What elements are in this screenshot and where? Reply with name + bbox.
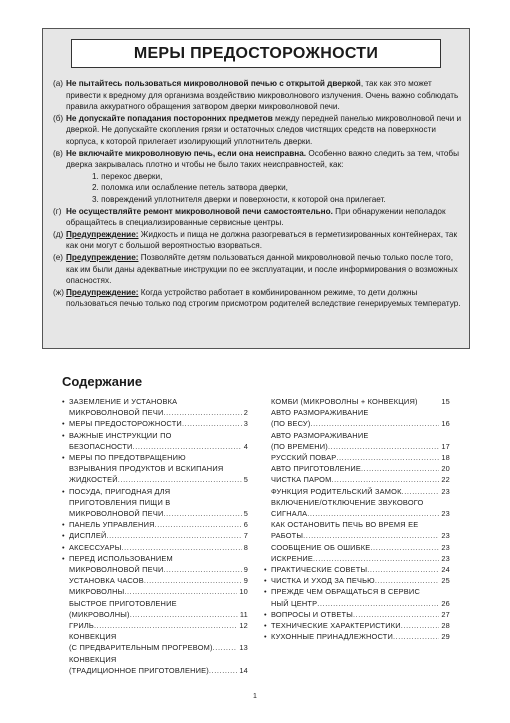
bullet-icon: • [62, 531, 65, 541]
toc-entry-title: МЕРЫ ПО ПРЕДОТВРАЩЕНИЮ [69, 453, 186, 463]
toc-page-number: 29 [441, 632, 450, 642]
toc-leader-dots [307, 508, 439, 519]
toc-entry-title: СИГНАЛА [271, 509, 308, 519]
toc-entry [264, 586, 450, 597]
toc-entry-title: АВТО ПРИГОТОВЛЕНИЕ [271, 464, 361, 474]
toc-leader-dots [361, 463, 439, 474]
bullet-icon: • [264, 576, 267, 586]
toc-entry-title: ПЕРЕД ИСПОЛЬЗОВАНИЕМ [69, 553, 173, 563]
toc-page-number: 27 [441, 609, 450, 619]
toc-leader-dots [209, 665, 237, 676]
toc-page-number: 20 [441, 464, 450, 474]
bullet-icon: • [62, 419, 65, 429]
toc-entry-title: (С ПРЕДВАРИТЕЛЬНЫМ ПРОГРЕВОМ) [69, 643, 213, 653]
toc-leader-dots [130, 609, 238, 620]
item-text: Когда устройство работает в комбинированном режиме, то дети должны пользоваться печью только под строгим присмотром родителей вследствие генерируемых температур. [66, 287, 461, 309]
toc-page-number: 23 [441, 531, 450, 541]
bullet-icon: • [62, 453, 65, 463]
item-tag: (а) [53, 79, 64, 88]
toc-leader-dots [163, 407, 241, 418]
toc-entry [264, 598, 450, 609]
precaution-item-v [53, 148, 463, 206]
toc-leader-dots [401, 620, 440, 631]
toc-page-number: 2 [243, 408, 248, 418]
toc-page-number: 14 [239, 665, 248, 675]
toc-leader-dots [393, 631, 439, 642]
precautions-title: МЕРЫ ПРЕДОСТОРОЖНОСТИ [71, 39, 441, 68]
toc-entry [264, 575, 450, 586]
bullet-icon: • [62, 486, 65, 496]
toc-page-number: 7 [243, 531, 248, 541]
bullet-icon: • [62, 520, 65, 530]
toc-entry [264, 418, 450, 429]
toc-leader-dots [303, 530, 439, 541]
item-text: , так как это может привести к вредному для организма воздействию микроволнового излучения. Очень важно соблюдать правила аккуратного обращения затвором дверки микроволновой печи. [66, 79, 459, 112]
toc-leader-dots [106, 530, 241, 541]
page-number: 1 [253, 693, 257, 700]
item-bold-text: Не пытайтесь пользоваться микроволновой печью с открытой дверкой [66, 79, 361, 88]
toc-entry [264, 564, 450, 575]
toc-entry-title: МЕРЫ ПРЕДОСТОРОЖНОСТИ [69, 419, 182, 429]
toc-entry [62, 598, 248, 609]
toc-entry-title: ТЕХНИЧЕСКИЕ ХАРАКТЕРИСТИКИ [271, 621, 401, 631]
item-text: Жидкость и пища не должна разогреваться в герметизированных контейнерах, так как они могут с большой вероятностью взорваться. [66, 229, 458, 251]
toc-page-number: 5 [243, 475, 248, 485]
toc-entry [62, 575, 248, 586]
toc-entry-title: (ТРАДИЦИОННОЕ ПРИГОТОВЛЕНИЕ) [69, 665, 209, 675]
toc-entry-title: ПАНЕЛЬ УПРАВЛЕНИЯ [69, 520, 155, 530]
toc-entry-title: КАК ОСТАНОВИТЬ ПЕЧЬ ВО ВРЕМЯ ЕЕ [271, 520, 419, 530]
precaution-item-zh [53, 287, 463, 310]
toc-entry-title: АКСЕССУАРЫ [69, 542, 122, 552]
toc-leader-dots [155, 519, 242, 530]
toc-entry-title: ГРИЛЬ [69, 621, 94, 631]
toc-entry-title: РАБОТЫ [271, 531, 304, 541]
toc-entry-title: КОНВЕКЦИЯ [69, 654, 117, 664]
toc-page-number: 5 [243, 509, 248, 519]
toc-page-number: 17 [441, 441, 450, 451]
toc-page-number: 26 [441, 598, 450, 608]
toc-entry [264, 474, 450, 485]
toc-entry-title: ЗАЗЕМЛЕНИЕ И УСТАНОВКА [69, 397, 178, 406]
toc-entry-title: КУХОННЫЕ ПРИНАДЛЕЖНОСТИ [271, 632, 393, 642]
contents-column-right [264, 396, 450, 642]
warning-label: Предупреждение: [66, 287, 139, 297]
toc-entry [62, 486, 248, 497]
toc-entry [264, 519, 450, 530]
toc-entry-title: МИКРОВОЛНОВОЙ ПЕЧИ [69, 408, 164, 418]
defect-list-item: 2. поломка или ослабление петель затвора дверки, [92, 183, 288, 193]
toc-entry-title: (ПО ВРЕМЕНИ) [271, 441, 328, 451]
item-text: При обнаружении неполадок обращайтесь в специализированные сервисные центры. [66, 206, 446, 228]
contents-column-left [62, 396, 248, 676]
precaution-item-g [53, 206, 463, 229]
toc-entry [264, 508, 450, 519]
toc-page-number: 12 [239, 621, 248, 631]
toc-entry [62, 530, 248, 541]
toc-page-number: 23 [441, 542, 450, 552]
toc-entry-title: МИКРОВОЛНЫ [69, 587, 125, 597]
item-tag: (б) [53, 113, 64, 123]
toc-leader-dots [313, 553, 439, 564]
toc-entry-title: ПОСУДА, ПРИГОДНАЯ ДЛЯ [69, 486, 171, 496]
toc-leader-dots [163, 508, 241, 519]
toc-entry-title: ВЗРЫВАНИЯ ПРОДУКТОВ И ВСКИПАНИЯ [69, 464, 224, 474]
toc-page-number: 16 [441, 419, 450, 429]
toc-leader-dots [213, 642, 238, 653]
toc-leader-dots [328, 441, 439, 452]
toc-leader-dots [124, 586, 237, 597]
bullet-icon: • [264, 587, 267, 597]
toc-entry-title: ИСКРЕНИЕ [271, 553, 313, 563]
toc-entry [264, 452, 450, 463]
toc-entry [62, 441, 248, 452]
toc-entry-title: ВОПРОСЫ И ОТВЕТЫ [271, 609, 353, 619]
item-text: Особенно важно следить за тем, чтобы дверка закрывалась плотно и чтобы не было таких неисправностей, как: [66, 148, 459, 170]
toc-entry [264, 609, 450, 620]
toc-entry [62, 564, 248, 575]
toc-page-number: 24 [441, 565, 450, 575]
toc-leader-dots [121, 542, 241, 553]
toc-page-number: 9 [243, 565, 248, 575]
toc-leader-dots [94, 620, 237, 631]
item-tag: (г) [53, 206, 62, 216]
toc-leader-dots [370, 542, 439, 553]
toc-entry-title: ДИСПЛЕЙ [69, 531, 107, 541]
toc-entry-title: КОМБИ (МИКРОВОЛНЫ + КОНВЕКЦИЯ) [271, 397, 418, 406]
item-text: Позволяйте детям пользоваться данной микроволновой печью только после того, как им были даны адекватные инструкции по ее эксплуатации, и после информирования о возможных опасностях. [66, 252, 458, 286]
toc-entry-title: (ПО ВЕСУ) [271, 419, 311, 429]
defect-list-item: 3. повреждений уплотнителя дверки и поверхности, к которой она прилегает. [92, 194, 386, 204]
toc-page-number: 11 [239, 609, 248, 619]
toc-entry [62, 665, 248, 676]
item-tag: (в) [53, 148, 63, 158]
toc-leader-dots [310, 418, 439, 429]
toc-entry [62, 553, 248, 564]
toc-entry-title: ФУНКЦИЯ РОДИТЕЛЬСКИЙ ЗАМОК [271, 486, 402, 496]
toc-page-number: 6 [243, 520, 248, 530]
item-tag: (е) [53, 252, 64, 262]
toc-entry [62, 586, 248, 597]
toc-page-number: 23 [441, 509, 450, 519]
toc-entry [62, 418, 248, 429]
toc-entry-title: РУССКИЙ ПОВАР [271, 453, 337, 463]
toc-entry-title: СООБЩЕНИЕ ОБ ОШИБКЕ [271, 542, 371, 552]
toc-leader-dots [331, 474, 439, 485]
item-tag: (ж) [53, 287, 64, 297]
toc-entry [264, 463, 450, 474]
toc-entry-title: БЕЗОПАСНОСТИ [69, 441, 133, 451]
toc-leader-dots [144, 575, 242, 586]
toc-entry-title: АВТО РАЗМОРАЖИВАНИЕ [271, 408, 369, 418]
toc-entry [264, 396, 450, 407]
item-bold-text: Не осуществляйте ремонт микроволновой печи самостоятельно. [66, 206, 333, 216]
toc-entry [62, 542, 248, 553]
precautions-list [53, 78, 463, 310]
precaution-item-a [53, 78, 463, 113]
bullet-icon: • [264, 632, 267, 642]
bullet-icon: • [62, 542, 65, 552]
toc-entry [264, 441, 450, 452]
toc-entry-title: ЖИДКОСТЕЙ [69, 475, 118, 485]
toc-leader-dots [133, 441, 242, 452]
toc-entry [264, 407, 450, 418]
toc-page-number: 28 [441, 621, 450, 631]
warning-label: Предупреждение: [66, 229, 139, 239]
item-bold-text: Не включайте микроволновую печь, если она неисправна. [66, 148, 307, 158]
precaution-item-b [53, 113, 463, 148]
toc-entry [264, 430, 450, 441]
toc-entry-title: КОНВЕКЦИЯ [69, 632, 117, 642]
item-text: между передней панелью микроволновой печи и дверкой. Не допускайте скопления грязи и остаточных следов чистящих средств на поверхности корпуса, к которой прилегает изолирующий уплотнитель дверки. [66, 113, 462, 146]
toc-leader-dots [118, 474, 242, 485]
toc-entry-title: УСТАНОВКА ЧАСОВ [69, 576, 144, 586]
toc-entry [264, 486, 450, 497]
toc-entry-title: БЫСТРОЕ ПРИГОТОВЛЕНИЕ [69, 598, 177, 608]
toc-entry [264, 497, 450, 508]
toc-entry-title: ПРАКТИЧЕСКИЕ СОВЕТЫ [271, 565, 368, 575]
toc-entry-title: (МИКРОВОЛНЫ) [69, 609, 130, 619]
toc-leader-dots [336, 452, 439, 463]
toc-leader-dots [353, 609, 439, 620]
toc-page-number: 4 [243, 441, 248, 451]
toc-leader-dots [182, 418, 242, 429]
toc-entry-title: ВАЖНЫЕ ИНСТРУКЦИИ ПО [69, 430, 172, 440]
toc-page-number: 8 [243, 542, 248, 552]
toc-leader-dots [367, 564, 439, 575]
toc-page-number: 10 [239, 587, 248, 597]
toc-leader-dots [163, 564, 241, 575]
toc-entry-title: ЧИСТКА ПАРОМ [271, 475, 332, 485]
bullet-icon: • [62, 397, 65, 406]
toc-entry [62, 497, 248, 508]
toc-page-number: 15 [441, 397, 450, 406]
toc-entry [62, 430, 248, 441]
toc-entry-title: ПРИГОТОВЛЕНИЯ ПИЩИ В [69, 497, 171, 507]
toc-leader-dots [402, 486, 440, 497]
toc-leader-dots [317, 598, 439, 609]
precaution-item-e [53, 252, 463, 287]
toc-entry [62, 609, 248, 620]
toc-page-number: 23 [441, 553, 450, 563]
toc-entry [62, 407, 248, 418]
toc-entry-title: АВТО РАЗМОРАЖИВАНИЕ [271, 430, 369, 440]
bullet-icon: • [62, 553, 65, 563]
toc-page-number: 3 [243, 419, 248, 429]
toc-entry [264, 631, 450, 642]
toc-entry [264, 530, 450, 541]
toc-entry [62, 474, 248, 485]
bullet-icon: • [264, 609, 267, 619]
defect-list-item: 1. перекос дверки, [92, 171, 163, 181]
toc-leader-dots [375, 575, 440, 586]
bullet-icon: • [264, 565, 267, 575]
toc-entry [62, 463, 248, 474]
toc-entry-title: ПРЕЖДЕ ЧЕМ ОБРАЩАТЬСЯ В СЕРВИС [271, 587, 420, 597]
toc-entry-title: НЫЙ ЦЕНТР [271, 598, 318, 608]
toc-entry [62, 654, 248, 665]
toc-entry-title: ЧИСТКА И УХОД ЗА ПЕЧЬЮ [271, 576, 375, 586]
toc-entry [62, 631, 248, 642]
item-tag: (д) [53, 229, 64, 239]
toc-page-number: 18 [441, 453, 450, 463]
toc-entry-title: ВКЛЮЧЕНИЕ/ОТКЛЮЧЕНИЕ ЗВУКОВОГО [271, 497, 424, 507]
bullet-icon: • [264, 621, 267, 631]
toc-page-number: 25 [441, 576, 450, 586]
bullet-icon: • [62, 430, 65, 440]
toc-entry [62, 642, 248, 653]
toc-entry-title: МИКРОВОЛНОВОЙ ПЕЧИ [69, 565, 164, 575]
toc-entry [264, 542, 450, 553]
toc-entry [62, 519, 248, 530]
precaution-item-d [53, 229, 463, 252]
toc-entry [264, 553, 450, 564]
toc-entry [62, 396, 248, 407]
toc-entry [62, 508, 248, 519]
contents-title: Содержание [62, 374, 143, 389]
toc-entry [264, 620, 450, 631]
item-bold-text: Не допускайте попадания посторонних предметов [66, 113, 273, 123]
toc-page-number: 9 [243, 576, 248, 586]
toc-page-number: 13 [239, 643, 248, 653]
toc-entry [62, 452, 248, 463]
toc-entry [62, 620, 248, 631]
precautions-box [42, 28, 470, 349]
toc-page-number: 23 [441, 486, 450, 496]
warning-label: Предупреждение: [66, 252, 139, 262]
toc-page-number: 22 [441, 475, 450, 485]
toc-entry-title: МИКРОВОЛНОВОЙ ПЕЧИ [69, 509, 164, 519]
